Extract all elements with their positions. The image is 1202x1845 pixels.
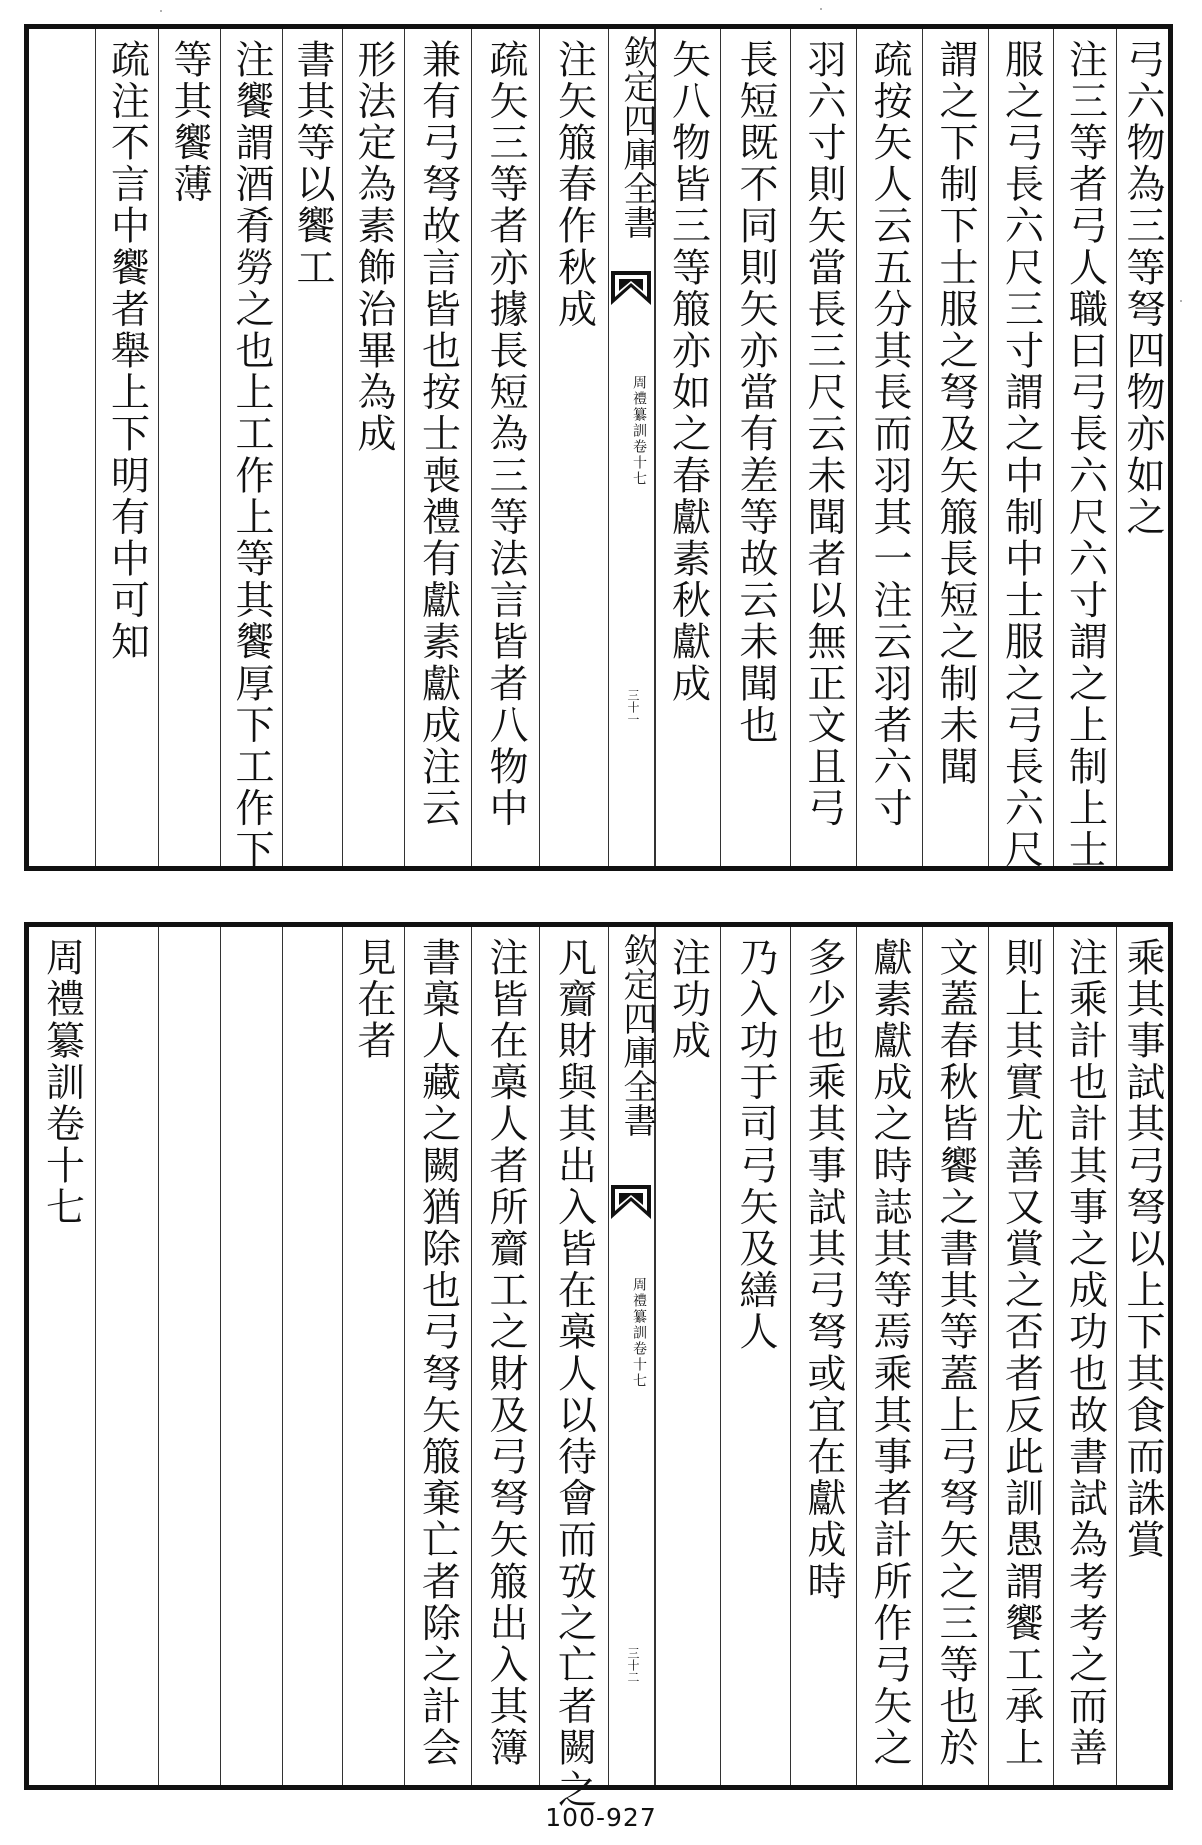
fish-tail-icon: [611, 271, 651, 305]
text-column: [404, 29, 471, 866]
column-text: 注饗謂酒肴勞之也上工作上等其饗厚下工作下: [229, 39, 274, 871]
scan-speck: [160, 10, 162, 12]
center-gutter: [608, 927, 655, 1785]
text-column: [720, 927, 790, 1785]
text-column: [1053, 29, 1116, 871]
gutter-page-number: 三十二: [626, 1647, 640, 1683]
text-column: [988, 29, 1053, 871]
text-column: [95, 29, 158, 866]
column-text: 矢八物皆三等箙亦如之春獻素秋獻成: [665, 39, 711, 705]
text-column: [856, 29, 922, 866]
column-text: 文蓋春秋皆饗之書其等蓋上弓弩矢之三等也於: [933, 937, 978, 1769]
gutter-book-info: [628, 375, 648, 575]
column-text: 弓六物為三等弩四物亦如之: [1120, 39, 1165, 539]
column-text: 注功成: [665, 937, 711, 1062]
text-column: [158, 29, 220, 866]
column-text: 等其饗薄: [167, 39, 212, 206]
column-text: 注矢箙春作秋成: [551, 39, 597, 331]
text-column: [539, 29, 608, 866]
text-column: [29, 927, 95, 1785]
text-column: [404, 927, 471, 1785]
column-text: 謂之下制下士服之弩及矢箙長短之制未聞: [933, 39, 978, 788]
gutter-title: 欽定四庫全書: [617, 35, 657, 239]
text-column: [282, 927, 342, 1785]
page-panel-top: [24, 24, 1173, 871]
gutter-book: 周禮纂訓: [631, 1277, 647, 1341]
text-column: [1116, 29, 1168, 866]
column-text: 書槀人藏之闕猶除也弓弩矢箙棄亡者除之計会: [415, 937, 461, 1769]
column-text: 長短既不同則矢亦當有差等故云未聞也: [733, 39, 778, 747]
text-column: [720, 29, 790, 866]
text-column: [922, 29, 988, 866]
scan-speck: [1180, 300, 1182, 302]
column-text: 凡齎財與其出入皆在槀人以待會而攷之亡者闕之: [551, 937, 597, 1811]
text-column: [220, 927, 282, 1785]
text-column: [1116, 927, 1168, 1785]
column-text: 多少也乘其事試其弓弩或宜在獻成時: [801, 937, 846, 1603]
gutter-book: 周禮纂訓: [631, 375, 647, 439]
gutter-book-info: [628, 1277, 648, 1477]
text-column: [922, 927, 988, 1785]
text-column: [342, 29, 404, 866]
text-column: [29, 29, 95, 866]
text-column: [790, 927, 856, 1785]
text-column: [856, 927, 922, 1785]
folio-number: 100-927: [545, 1803, 657, 1832]
column-text: 獻素獻成之時誌其等焉乘其事者計所作弓矢之: [867, 937, 912, 1769]
volume-end-title: 周禮纂訓卷十七: [39, 937, 85, 1229]
column-text: 見在者: [351, 937, 396, 1062]
text-column: [471, 29, 539, 866]
column-text: 注乘計也計其事之成功也故書試為考考之而善: [1062, 937, 1108, 1769]
column-text: 疏注不言中饗者舉上下明有中可知: [104, 39, 150, 663]
text-column: [282, 29, 342, 866]
page-panel-bottom: [24, 922, 1173, 1811]
column-text: 乃入功于司弓矢及繕人: [733, 937, 778, 1353]
gutter-volume: 卷十七: [631, 1341, 647, 1389]
text-column: [95, 927, 158, 1785]
text-column: [342, 927, 404, 1785]
column-text: 兼有弓弩故言皆也按士喪禮有獻素獻成注云: [415, 39, 461, 830]
fish-tail-icon: [611, 1185, 651, 1219]
column-text: 注三等者弓人職曰弓長六尺六寸謂之上制上士: [1062, 39, 1108, 871]
column-text: 則上其實尤善又賞之否者反此訓愚謂饗工承上: [998, 937, 1044, 1769]
text-column: [158, 927, 220, 1785]
column-text: 服之弓長六尺三寸謂之中制中士服之弓長六尺: [998, 39, 1044, 871]
text-column: [471, 927, 539, 1785]
column-text: 羽六寸則矢當長三尺云未聞者以無正文且弓: [801, 39, 846, 830]
scan-speck: [820, 8, 822, 10]
column-text: 注皆在槀人者所齎工之財及弓弩矢箙出入其簿: [483, 937, 528, 1769]
text-column: [220, 29, 282, 871]
text-column: [988, 927, 1053, 1785]
column-text: 形法定為素飾治畢為成: [351, 39, 396, 455]
gutter-title: 欽定四庫全書: [617, 933, 657, 1137]
gutter-page-number: 三十一: [626, 689, 640, 725]
text-column: [790, 29, 856, 866]
center-gutter: [608, 29, 655, 866]
column-text: 書其等以饗工: [290, 39, 335, 289]
text-column: [1053, 927, 1116, 1785]
text-column: [539, 927, 608, 1811]
column-text: 疏按矢人云五分其長而羽其一注云羽者六寸: [867, 39, 912, 830]
column-text: 乘其事試其弓弩以上下其食而誅賞: [1120, 937, 1165, 1561]
column-text: 疏矢三等者亦據長短為三等法言皆者八物中: [483, 39, 528, 830]
text-column: [655, 927, 720, 1785]
text-column: [655, 29, 720, 866]
gutter-volume: 卷十七: [631, 439, 647, 487]
